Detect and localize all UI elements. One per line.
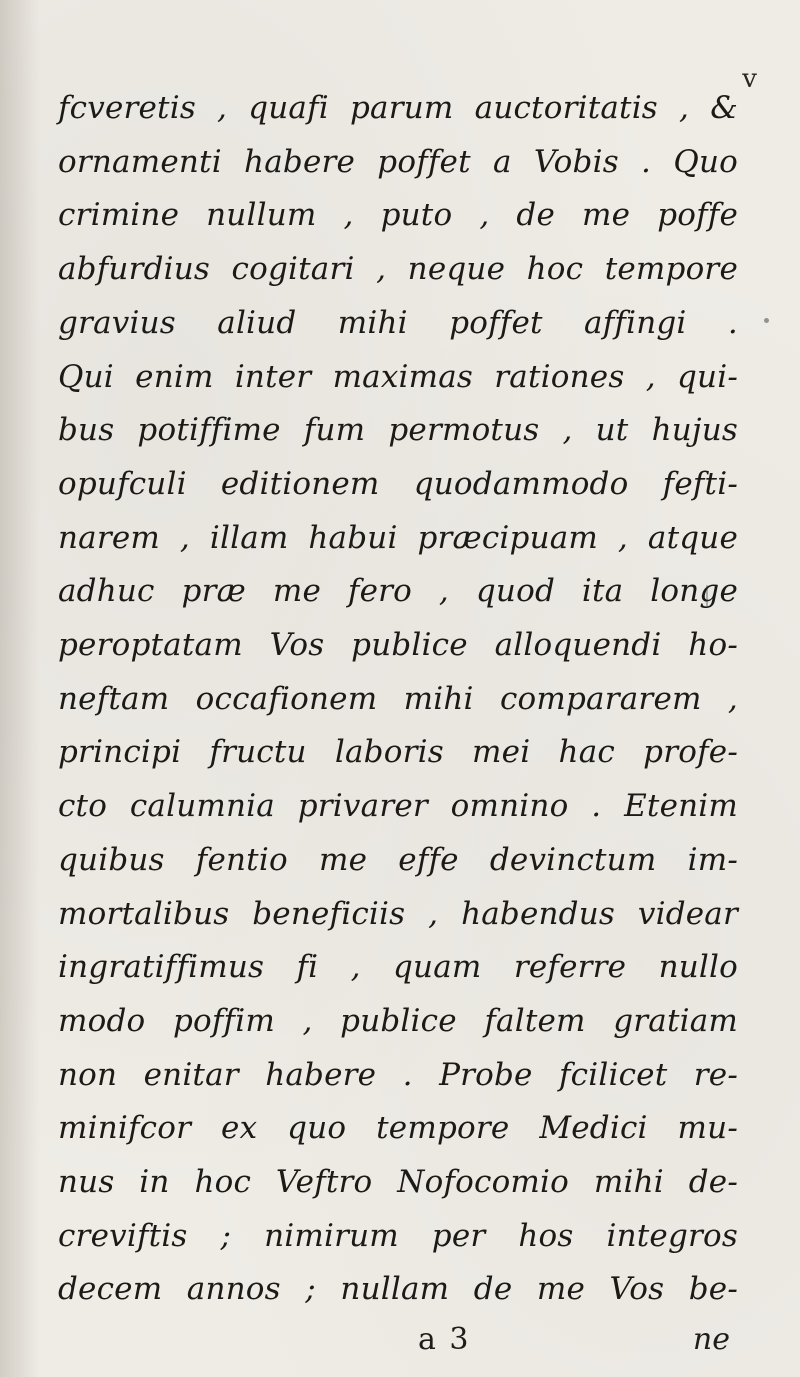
text-line-11: peroptatam Vos publice alloquendi ho- bbox=[58, 627, 738, 664]
text-line-4: abfurdius cogitari , neque hoc tempore bbox=[58, 251, 738, 288]
text-line-12: neftam occafionem mihi compararem , bbox=[58, 680, 738, 717]
text-line-23: decem annos ; nullam de me Vos be- bbox=[58, 1271, 738, 1308]
text-line-3: crimine nullum , puto , de me poffe bbox=[58, 197, 738, 234]
text-line-10: adhuc præ me fero , quod ita longe bbox=[58, 573, 738, 610]
text-line-18: modo poffim , publice faltem gratiam bbox=[58, 1002, 738, 1039]
text-line-8: opufculi editionem quodammodo fefti- bbox=[58, 465, 738, 502]
text-line-21: nus in hoc Veftro Nofocomio mihi de- bbox=[58, 1164, 738, 1201]
text-line-9: narem , illam habui præcipuam , atque bbox=[58, 519, 738, 556]
paper-speck bbox=[764, 318, 769, 323]
binding-shadow bbox=[0, 0, 40, 1377]
text-line-17: ingratiffimus fi , quam referre nullo bbox=[58, 949, 738, 986]
text-line-6: Qui enim inter maximas rationes , qui- bbox=[58, 358, 738, 395]
text-line-15: quibus fentio me effe devinctum im- bbox=[58, 841, 738, 878]
text-line-5: gravius aliud mihi poffet affingi . bbox=[58, 304, 738, 341]
catchword: ne bbox=[692, 1322, 730, 1357]
text-line-19: non enitar habere . Probe fcilicet re- bbox=[58, 1056, 738, 1093]
text-line-13: principi fructu laboris mei hac profe- bbox=[58, 734, 738, 771]
paper-speck bbox=[706, 585, 708, 607]
page-folio: v bbox=[742, 64, 758, 94]
text-line-22: creviftis ; nimirum per hos integros bbox=[58, 1217, 738, 1254]
body-text bbox=[58, 82, 738, 1317]
signature-mark: a 3 bbox=[418, 1322, 471, 1357]
text-line-1: fcveretis , quafi parum auctoritatis , & bbox=[58, 90, 738, 126]
text-line-20: minifcor ex quo tempore Medici mu- bbox=[58, 1110, 738, 1147]
text-line-16: mortalibus beneficiis , habendus videar bbox=[58, 895, 738, 932]
text-line-2: ornamenti habere poffet a Vobis . Quo bbox=[58, 143, 738, 180]
page-footer bbox=[0, 1322, 800, 1362]
text-line-7: bus potiffime fum permotus , ut hujus bbox=[58, 412, 738, 449]
text-line-14: cto calumnia privarer omnino . Etenim bbox=[58, 788, 738, 825]
